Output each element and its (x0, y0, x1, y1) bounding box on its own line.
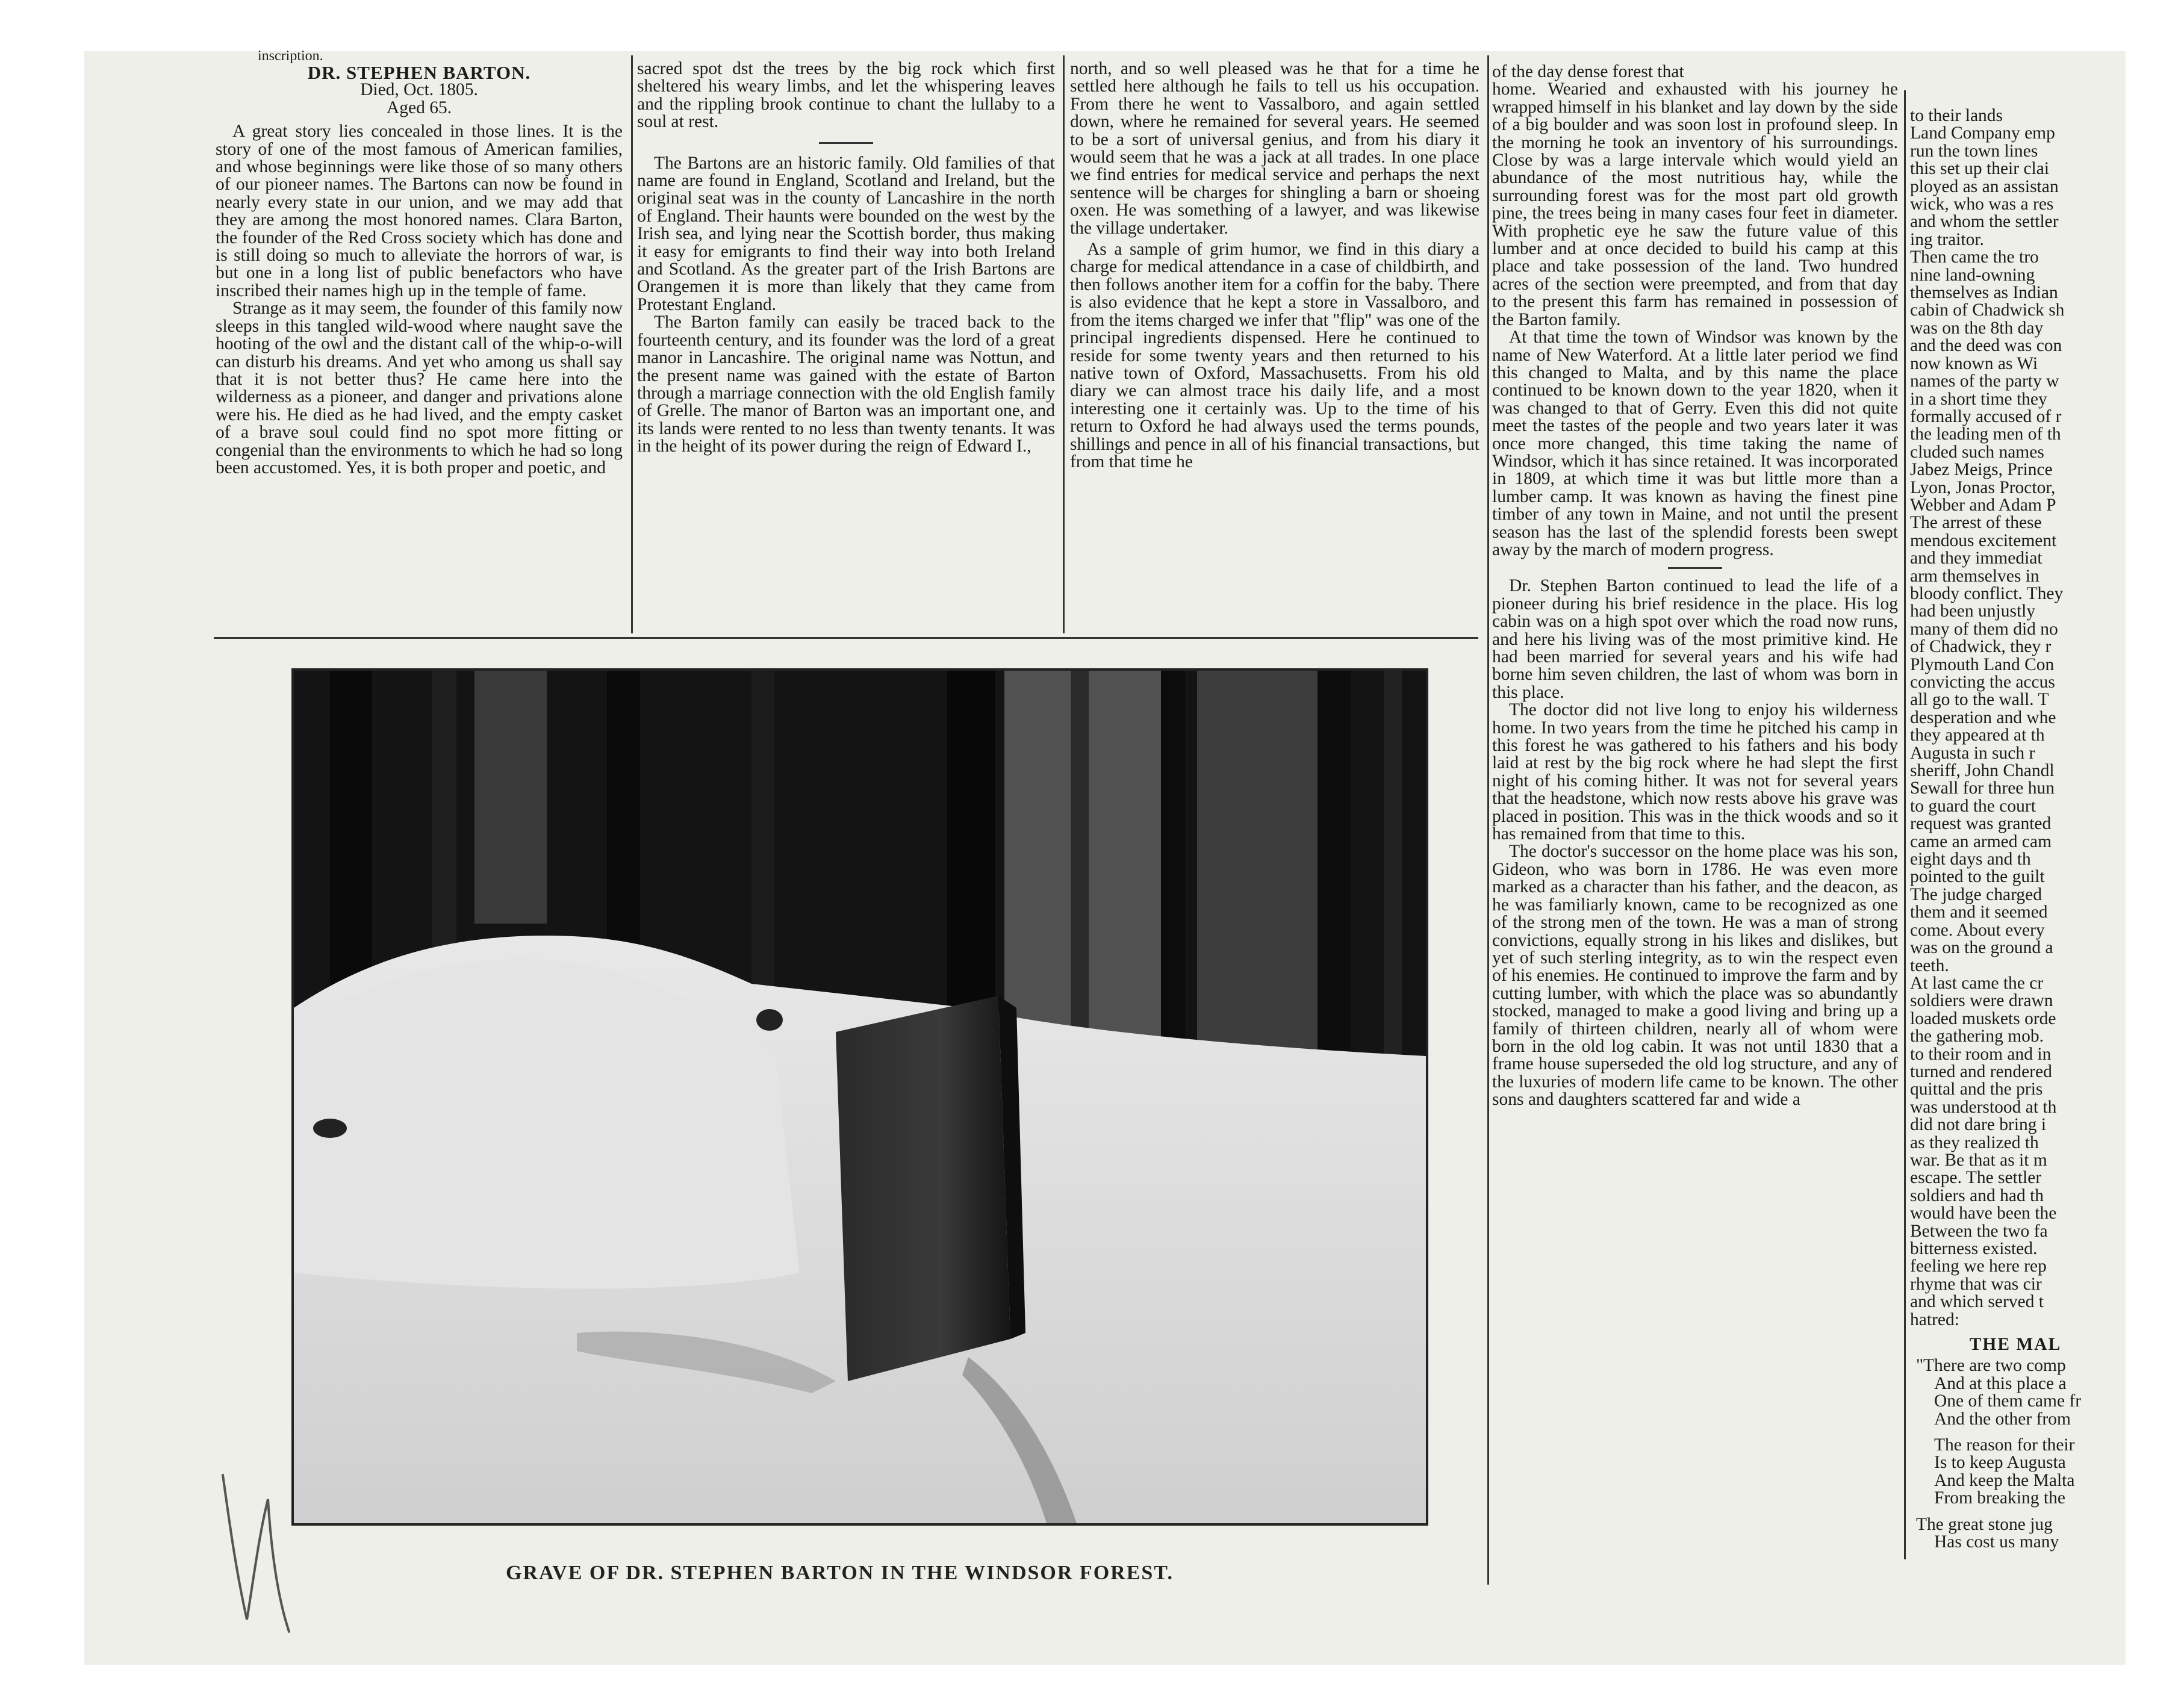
column-5-line: nine land-owning (1910, 265, 2035, 285)
fragment-text: inscription. (258, 48, 323, 64)
column-5-line: wick, who was a res (1910, 194, 2054, 214)
paragraph: The doctor did not live long to enjoy his wilderness home. In two years from the time he pitched his camp in this forest he was gathered to his fathers and his body laid at rest by the big rock where he had slept the first night of his coming hither. It was not for several years that the headstone, which now rests above his grave was placed in position. This was in the thick woods and so it has remained from that time to this. (1492, 700, 1898, 844)
aged-line: Aged 65. (386, 98, 452, 117)
column-5-line: came an armed cam (1910, 831, 2052, 851)
poem-line: The great stone jug (1916, 1514, 2053, 1534)
poem-line: One of them came fr (1934, 1391, 2082, 1411)
poem-lines (1910, 1357, 2121, 1551)
column-5-line: the leading men of th (1910, 424, 2061, 444)
column-5-line: ing traitor. (1910, 229, 1984, 249)
paragraph: As a sample of grim humor, we find in this diary a charge for medical attendance in a case of childbirth, and then follows another item for a coffin for the baby. There is also evidence that he kept a store in Vassalboro, and from the items charged we infer that "flip" was one of the principal ingredients dispensed. Here he continued to reside for some twenty years and then returned to his native town of Oxford, Massachusetts. From his old diary we can almost trace his daily life, and a most interesting one it certainly was. Up to the time of his return to Oxford he had always used the terms pounds, shillings and pence in all of his financial transactions, but from that time he (1070, 240, 1479, 471)
paragraph: sacred spot dst the trees by the big rock which first sheltered his weary limbs, and let the whispering leaves and the rippling brook continue to chant the lullaby to a soul at rest. (637, 60, 1055, 132)
column-5-line: them and it seemed (1910, 902, 2048, 922)
column-5-line: formally accused of r (1910, 406, 2062, 426)
grave-photograph (291, 668, 1428, 1526)
poem-line: From breaking the (1934, 1488, 2065, 1508)
column-5-line: turned and rendered (1910, 1061, 2052, 1081)
pencil-scribble-icon (211, 1463, 307, 1644)
column-5-line: pointed to the guilt (1910, 867, 2045, 887)
column-5-line: Jabez Meigs, Prince (1910, 460, 2053, 480)
column-5-line: convicting the accus (1910, 673, 2055, 692)
poem-line: The reason for their (1934, 1435, 2075, 1455)
column-5-line: sheriff, John Chandl (1910, 761, 2055, 781)
column-5-line: war. Be that as it m (1910, 1150, 2047, 1170)
column-5-line: Plymouth Land Con (1910, 654, 2055, 674)
poem-line: Has cost us many (1934, 1532, 2059, 1552)
paragraph: A great story lies concealed in those lines. It is the story of one of the most famous of American families, and whose beginnings were like those of so many others of our pioneer names. The Bartons can now be found in nearly every state in our union, and we may add that they are among the most honored names. Clara Barton, the founder of the Red Cross society which has done and is still doing so much to alleviate the horrors of war, is but one in a long list of public benefactors who have inscribed their names high up in the temple of fame. (216, 122, 623, 300)
column-5-line: the gathering mob. (1910, 1027, 2044, 1046)
column-5-line: themselves as Indian (1910, 283, 2058, 303)
paragraph: home. Wearied and exhausted with his journey he wrapped himself in his blanket and lay down by the side of a big boulder and was soon lost in profound sleep. In the morning he took an inventory of his surroundings. Close by was a large intervale which would yield an abundance of the most nutritious hay, while the surrounding forest was for the most part old growth pine, the trees being in many cases four feet in diameter. With prophetic eye he saw the future value of this lumber and at once decided to build his camp at this place and take possession of the land. Two hundred acres of the section were preempted, and from that day to the present this farm has remained in possession of the Barton family. (1492, 79, 1898, 329)
column-5-line: many of them did no (1910, 619, 2058, 639)
column-rule (631, 55, 633, 633)
column-5-line: now known as Wi (1910, 353, 2038, 373)
column-5-line: The judge charged (1910, 884, 2042, 904)
column-5-line: of Chadwick, they r (1910, 637, 2052, 657)
poem (1910, 1336, 2121, 1551)
column-5-line: Then came the tro (1910, 247, 2039, 267)
column-5-line: soldiers were drawn (1910, 991, 2053, 1011)
poem-line: And at this place a (1934, 1373, 2067, 1393)
handwritten-mark (211, 1463, 307, 1647)
column-5-line: bloody conflict. They (1910, 583, 2064, 603)
section-divider (1668, 567, 1722, 569)
column-5-line: and which served t (1910, 1292, 2044, 1312)
column-5-line: Between the two fa (1910, 1221, 2048, 1241)
paragraph: At that time the town of Windsor was known by the name of New Waterford. At a little later period we find this changed to Malta, and by this name the place continued to be known down to the year 1820, when it was changed to that of Gerry. Even this did not quite meet the tastes of the people and two years later it was once more changed, this time taking the name of Windsor, which it has since retained. It was incorporated in 1809, at which time it was but little more than a lumber camp. It was known as having the finest pine timber of any town in Maine, and not until the present season has the last of the splendid forests been swept away by the march of modern progress. (1492, 328, 1898, 559)
paragraph: Strange as it may seem, the founder of this family now sleeps in this tangled wild-wood where naught save the hooting of the owl and the distant call of the whip-o-will can disturb his dreams. And yet who among us shall say that it is not better thus? He came here into the wilderness as a pioneer, and danger and privations alone were his. He died as he had lived, and the empty casket of a brave soul could find no spot more fitting or congenial than the environments to which he had so long been accustomed. Yes, it is both proper and poetic, and (216, 299, 623, 477)
column-5-line: ployed as an assistan (1910, 176, 2059, 196)
column-5 (1910, 107, 2121, 1576)
column-5-line: quittal and the pris (1910, 1080, 2043, 1099)
column-5-line: come. About every (1910, 920, 2045, 940)
poem-line: Is to keep Augusta (1934, 1453, 2066, 1473)
column-5-line: they appeared at th (1910, 725, 2045, 745)
column-5-line: as they realized th (1910, 1132, 2039, 1152)
column-5-line: Lyon, Jonas Proctor, (1910, 477, 2056, 497)
poem-title: THE MAL (1969, 1335, 2062, 1355)
column-rule (1063, 55, 1065, 633)
column-5-line: eight days and th (1910, 850, 2031, 869)
column-5-line: all go to the wall. T (1910, 690, 2049, 710)
column-5-line: this set up their clai (1910, 159, 2050, 179)
column-5-line: At last came the cr (1910, 973, 2044, 993)
column-5-line: Webber and Adam P (1910, 495, 2056, 515)
column-5-line: in a short time they (1910, 389, 2047, 409)
paragraph: north, and so well pleased was he that for a time he settled here although he fails to tell us his occupation. From there he went to Vassalboro, and again settled down, where he remained for several years. He seemed to be a sort of universal genius, and from his diary it would seem that he was a jack at all trades. In one place we find entries for medical service and perhaps the next sentence will be charges for shingling a barn or shoeing oxen. He was something of a lawyer, and was likewise the village undertaker. (1070, 60, 1479, 238)
column-5-line: request was granted (1910, 814, 2052, 834)
paragraph: The doctor's successor on the home place was his son, Gideon, who was born in 1786. He was even more marked as a character than his father, and the deacon, as he was familiarly known, came to be recognized as one of the strong men of the town. He was a man of strong convictions, equally strong in his likes and dislikes, but yet of such sterling integrity, as to win the respect even of his enemies. He continued to improve the farm and by cutting lumber, with which the place was so abundantly stocked, managed to make a good living and bring up a family of thirteen children, nearly all of whom were born in the old log cabin. It was not until 1830 that a frame house superseded the old log structure, and any of the luxuries of modern life came to be known. The other sons and daughters scattered far and wide a (1492, 842, 1898, 1110)
column-5-line: to their lands (1910, 107, 2003, 125)
column-3 (1070, 60, 1479, 633)
column-5-line: bitterness existed. (1910, 1239, 2038, 1258)
column-5-line: was on the ground a (1910, 938, 2053, 958)
column-5-line: and whom the settler (1910, 212, 2059, 232)
column-5-line: desperation and whe (1910, 707, 2056, 727)
column-5-lines (1910, 107, 2121, 1329)
column-5-line: and the deed was con (1910, 336, 2062, 356)
poem-line: "There are two comp (1916, 1356, 2066, 1376)
section-divider (819, 142, 873, 144)
column-rule (1904, 90, 1906, 1559)
column-5-line: names of the party w (1910, 371, 2059, 391)
column-2 (637, 60, 1055, 633)
photo-illustration (294, 671, 1426, 1523)
column-5-line: to guard the court (1910, 796, 2036, 816)
column-5-line: was on the 8th day (1910, 318, 2044, 338)
column-5-line: to their room and in (1910, 1044, 2052, 1064)
column-5-line: was understood at th (1910, 1097, 2057, 1117)
photo-caption: GRAVE OF DR. STEPHEN BARTON IN THE WINDSOR FOREST. (506, 1562, 1174, 1584)
column-5-line: hatred: (1910, 1309, 1959, 1329)
paragraph: The Bartons are an historic family. Old families of that name are found in England, Scotland and Ireland, but the original seat was in the county of Lancashire in the north of England. Their haunts were bounded on the west by the Irish sea, and lying near the Scottish border, thus making it easy for emigrants to find their way into both Ireland and Scotland. As the greater part of the Irish Bartons are Orangemen it is more than likely that they came from Protestant England. (637, 153, 1055, 314)
column-5-line: cluded such names (1910, 442, 2044, 462)
column-5-line: rhyme that was cir (1910, 1274, 2042, 1294)
column-5-line: The arrest of these (1910, 513, 2042, 533)
paragraph-fragment: of the day dense forest that (1492, 63, 1684, 81)
column-5-line: Land Company emp (1910, 123, 2055, 143)
column-5-line: soldiers and had th (1910, 1185, 2044, 1205)
column-rule (1487, 55, 1489, 1585)
column-5-line: Augusta in such r (1910, 743, 2035, 763)
column-5-line: did not dare bring i (1910, 1115, 2047, 1135)
column-1 (216, 48, 623, 635)
column-5-line: would have been the (1910, 1204, 2057, 1223)
column-5-line: mendous excitement (1910, 530, 2057, 550)
column-5-line: had been unjustly (1910, 601, 2036, 621)
column-5-line: escape. The settler (1910, 1168, 2042, 1188)
horizontal-rule (214, 637, 1478, 639)
column-5-line: and they immediat (1910, 548, 2042, 568)
column-5-line: Sewall for three hun (1910, 778, 2055, 798)
poem-line: And keep the Malta (1934, 1470, 2075, 1490)
column-5-line: teeth. (1910, 955, 1949, 975)
poem-line: And the other from (1934, 1409, 2071, 1429)
column-5-line: feeling we here rep (1910, 1257, 2047, 1276)
column-5-line: loaded muskets orde (1910, 1008, 2056, 1028)
died-line: Died, Oct. 1805. (360, 80, 478, 100)
paragraph: The Barton family can easily be traced back to the fourteenth century, and its founder was the lord of a great manor in Lancashire. The original name was Nottun, and the present name was gained with the estate of Barton through a marriage connection with the old English family of Grelle. The manor of Barton was an important one, and its lands were rented to no less than twenty tenants. It was in the height of its power during the reign of Edward I., (637, 312, 1055, 456)
paragraph: Dr. Stephen Barton continued to lead the life of a pioneer during his brief residence in the place. His log cabin was on a high spot over which the road now runs, and here his living was of the most primitive kind. He had been married for several years and his wife had borne him seven children, the last of whom was born in this place. (1492, 576, 1898, 702)
column-5-line: run the town lines (1910, 141, 2038, 161)
article-heading: DR. STEPHEN BARTON. (307, 62, 531, 83)
column-4 (1492, 63, 1898, 1568)
column-5-line: arm themselves in (1910, 566, 2039, 586)
column-5-line: cabin of Chadwick sh (1910, 300, 2065, 320)
